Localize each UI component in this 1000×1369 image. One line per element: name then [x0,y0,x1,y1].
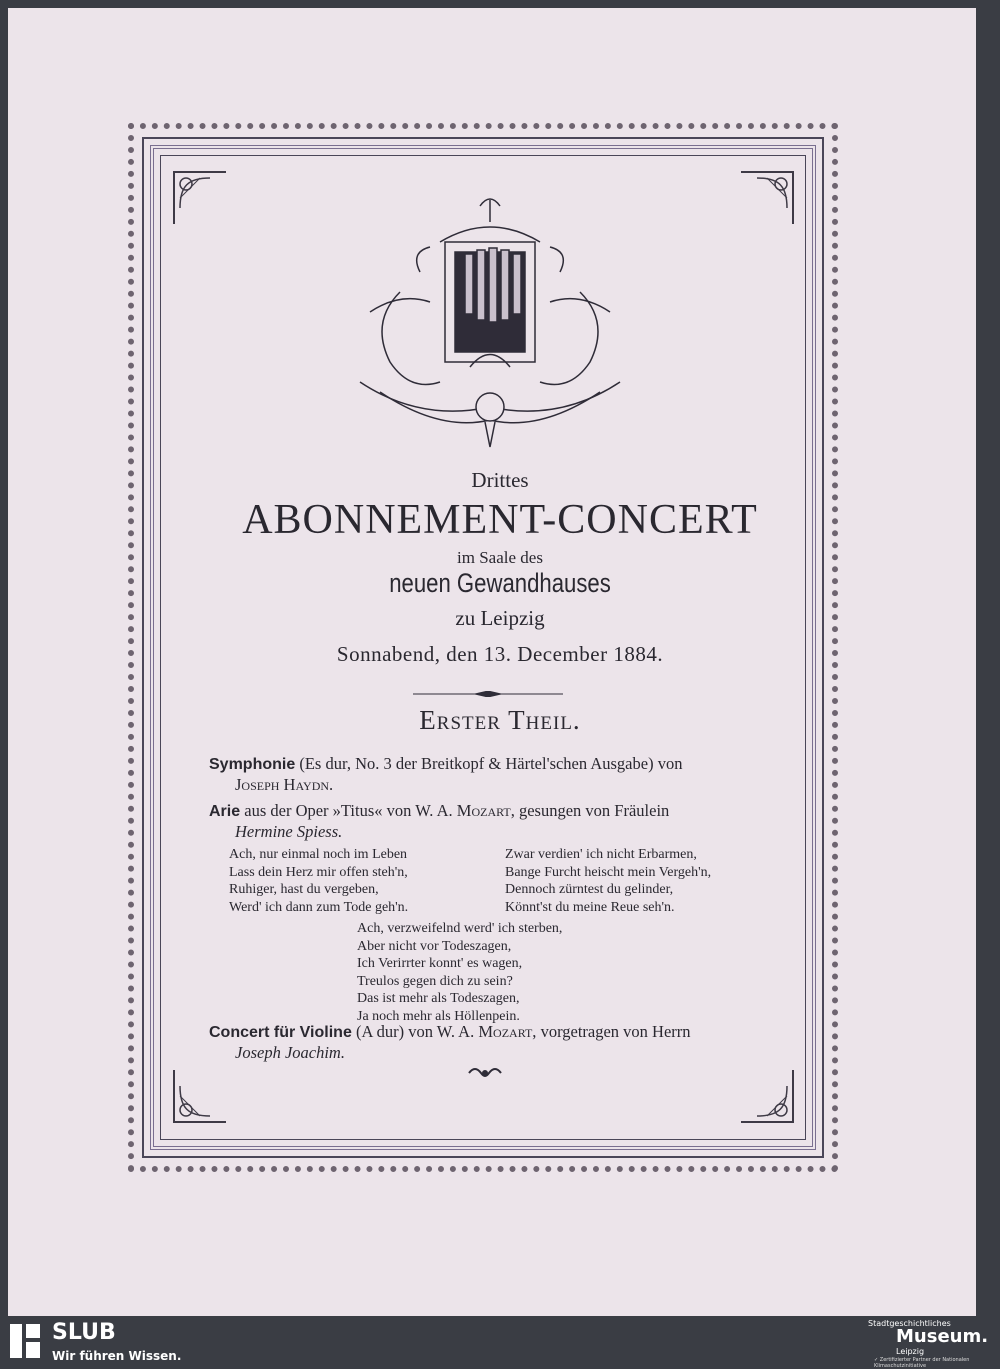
program-item [209,801,769,842]
piece-details-2: vorgetragen von Herrn [540,1022,691,1041]
piece-title: Concert für Violine [209,1024,352,1041]
program-item [209,1022,769,1063]
concert-date: Sonnabend, den 13. December 1884. [336,642,664,666]
performer-name: Hermine Spiess. [235,822,343,841]
corner-ornament-icon [170,168,230,228]
corner-ornament-icon [737,168,797,228]
venue-name: neuen Gewandhauses [389,568,611,598]
library-slogan: Wir führen Wissen. [52,1349,182,1363]
verse-center: Ach, verzweifelnd werd' ich sterben, Aber nicht vor Todeszagen, Ich Verirrter konnt' es wagen, Treulos gegen dich zu sein? Das ist mehr als Todeszagen, Ja noch mehr als Höllenpein. [357,921,563,1024]
museum-city: Leipzig [896,1347,925,1356]
performer-name: Joseph Joachim. [235,1043,345,1062]
venue-prefix: im Saale des [457,548,543,567]
divider-ornament-icon [413,684,563,690]
verse-right: Zwar verdien' ich nicht Erbarmen, Bange Furcht heischt mein Vergeh'n, Dennoch zürntest du gelinder, Könnt'st du meine Reue seh'n. [505,847,712,915]
museum-note: ✓ Zertifizierter Partner der Nationalen Klimaschutzinitiative [874,1357,970,1369]
piece-details: aus der Oper »Titus« von W. A. [244,801,453,820]
verse-left: Ach, nur einmal noch im Leben Lass dein Herz mir offen steh'n, Ruhiger, hast du vergeben, Werd' ich dann zum Tode geh'n. [229,847,409,915]
city: zu Leipzig [455,606,545,630]
piece-title: Arie [209,803,241,820]
slub-logo-icon [8,1322,42,1360]
museum-label: Stadtgeschichtliches [868,1319,951,1328]
section-title: Erster Theil. [419,705,581,735]
corner-ornament-icon [170,1066,230,1126]
piece-details-2: gesungen von Fräulein [518,801,670,820]
corner-ornament-icon [737,1066,797,1126]
piece-title: Symphonie [209,756,296,773]
heading-small: Drittes [471,468,529,492]
piece-details: (A dur) von W. A. [355,1022,475,1041]
program-item [209,754,769,795]
museum-name: Museum. [896,1326,989,1347]
library-name: SLUB [52,1320,116,1345]
piece-details: (Es dur, No. 3 der Breitkopf & Härtel'schen Ausgabe) von [299,754,683,773]
concert-title: ABONNEMENT-CONCERT [242,497,758,543]
composer-name: Mozart, [478,1022,537,1041]
composer-name: Mozart, [456,801,515,820]
end-ornament-icon [465,1063,505,1083]
composer-name: Joseph Haydn. [235,775,334,794]
organ-emblem-icon [340,192,640,452]
